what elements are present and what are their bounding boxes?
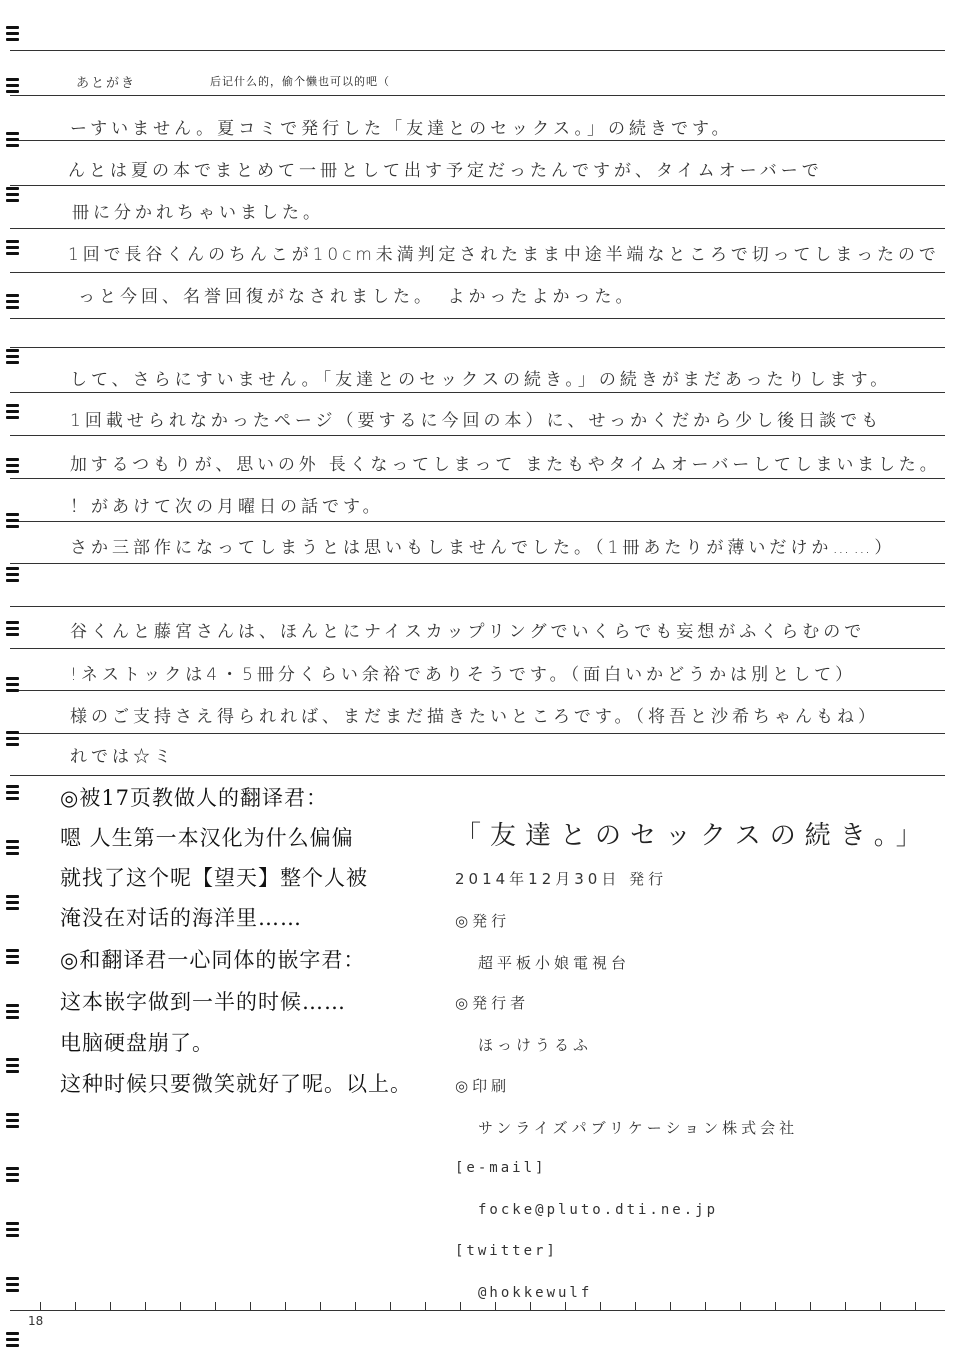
body-line: 1回で長谷くんのちんこが10cm未満判定されたまま中途半端なところで切ってしまったので — [68, 245, 940, 265]
translator-note-line: 这本嵌字做到一半的时候…… — [60, 990, 346, 1014]
colophon-email: focke@pluto.dti.ne.jp — [478, 1202, 719, 1218]
colophon-author-label: ◎発行者 — [455, 994, 530, 1012]
colophon-title: 「友達とのセックスの続き。」 — [455, 821, 931, 851]
body-line: 加するつもりが、思いの外 長くなってしまって またもやタイムオーバーしてしまいました。 — [70, 455, 941, 475]
translator-note-line: 电脑硬盘崩了。 — [60, 1031, 214, 1055]
body-line: 様のご支持さえ得られれば、まだまだ描きたいところです。（将吾と沙希ちゃんもね） — [70, 707, 879, 727]
translator-note-line: 淹没在对话的海洋里…… — [60, 906, 302, 930]
colophon-publisher-label: ◎発行 — [455, 912, 511, 930]
body-line: 谷くんと藤宮さんは、ほんとにナイスカップリングでいくらでも妄想がふくらむので — [70, 622, 866, 642]
body-line: っと今回、名誉回復がなされました。 よかったよかった。 — [78, 287, 637, 307]
colophon-twitter-label: [twitter] — [455, 1243, 558, 1259]
body-line: ！があけて次の月曜日の話です。 — [70, 497, 384, 517]
colophon-publisher: 超平板小娘電視台 — [478, 954, 631, 972]
body-line: ーすいません。夏コミで発行した「友達とのセックス。」の続きです。 — [70, 119, 733, 139]
translator-header-note: 后记什么的，偷个懒也可以的吧（ — [210, 75, 390, 88]
colophon-printer: サンライズパブリケーション株式会社 — [478, 1119, 799, 1137]
afterword-title: あとがき — [76, 76, 137, 91]
body-line: 冊に分かれちゃいました。 — [72, 203, 324, 223]
colophon-email-label: [e-mail] — [455, 1160, 547, 1176]
translator-note-line: 就找了这个呢【望天】整个人被 — [60, 866, 368, 890]
page-number: 18 — [28, 1314, 44, 1328]
translator-note-line: 嗯 人生第一本汉化为什么偏偏 — [60, 826, 354, 850]
colophon-date: 2014年12月30日 発行 — [455, 870, 668, 888]
colophon-author: ほっけうるふ — [478, 1036, 593, 1054]
translator-note-line: ◎和翻译君一心同体的嵌字君： — [60, 948, 366, 972]
body-line: 1回載せられなかったページ（要するに今回の本）に、せっかくだから少し後日談でも — [70, 411, 883, 431]
body-line: して、さらにすいません。「友達とのセックスの続き。」の続きがまだあったりします。 — [70, 370, 892, 390]
body-line: れでは☆ミ — [70, 747, 175, 767]
translator-note-line: 这种时候只要微笑就好了呢。以上。 — [60, 1072, 412, 1096]
bottom-ruler — [10, 1310, 945, 1311]
body-line: さか三部作になってしまうとは思いもしませんでした。（1冊あたりが薄いだけか……） — [70, 538, 896, 558]
colophon-twitter: @hokkewulf — [478, 1285, 593, 1301]
body-line: !ネストックは4・5冊分くらい余裕でありそうです。（面白いかどうかは別として） — [70, 665, 857, 685]
colophon-printer-label: ◎印刷 — [455, 1077, 511, 1095]
translator-note-line: ◎被17页教做人的翻译君： — [60, 786, 329, 810]
body-line: んとは夏の本でまとめて一冊として出す予定だったんですが、タイムオーバーで — [68, 161, 823, 181]
